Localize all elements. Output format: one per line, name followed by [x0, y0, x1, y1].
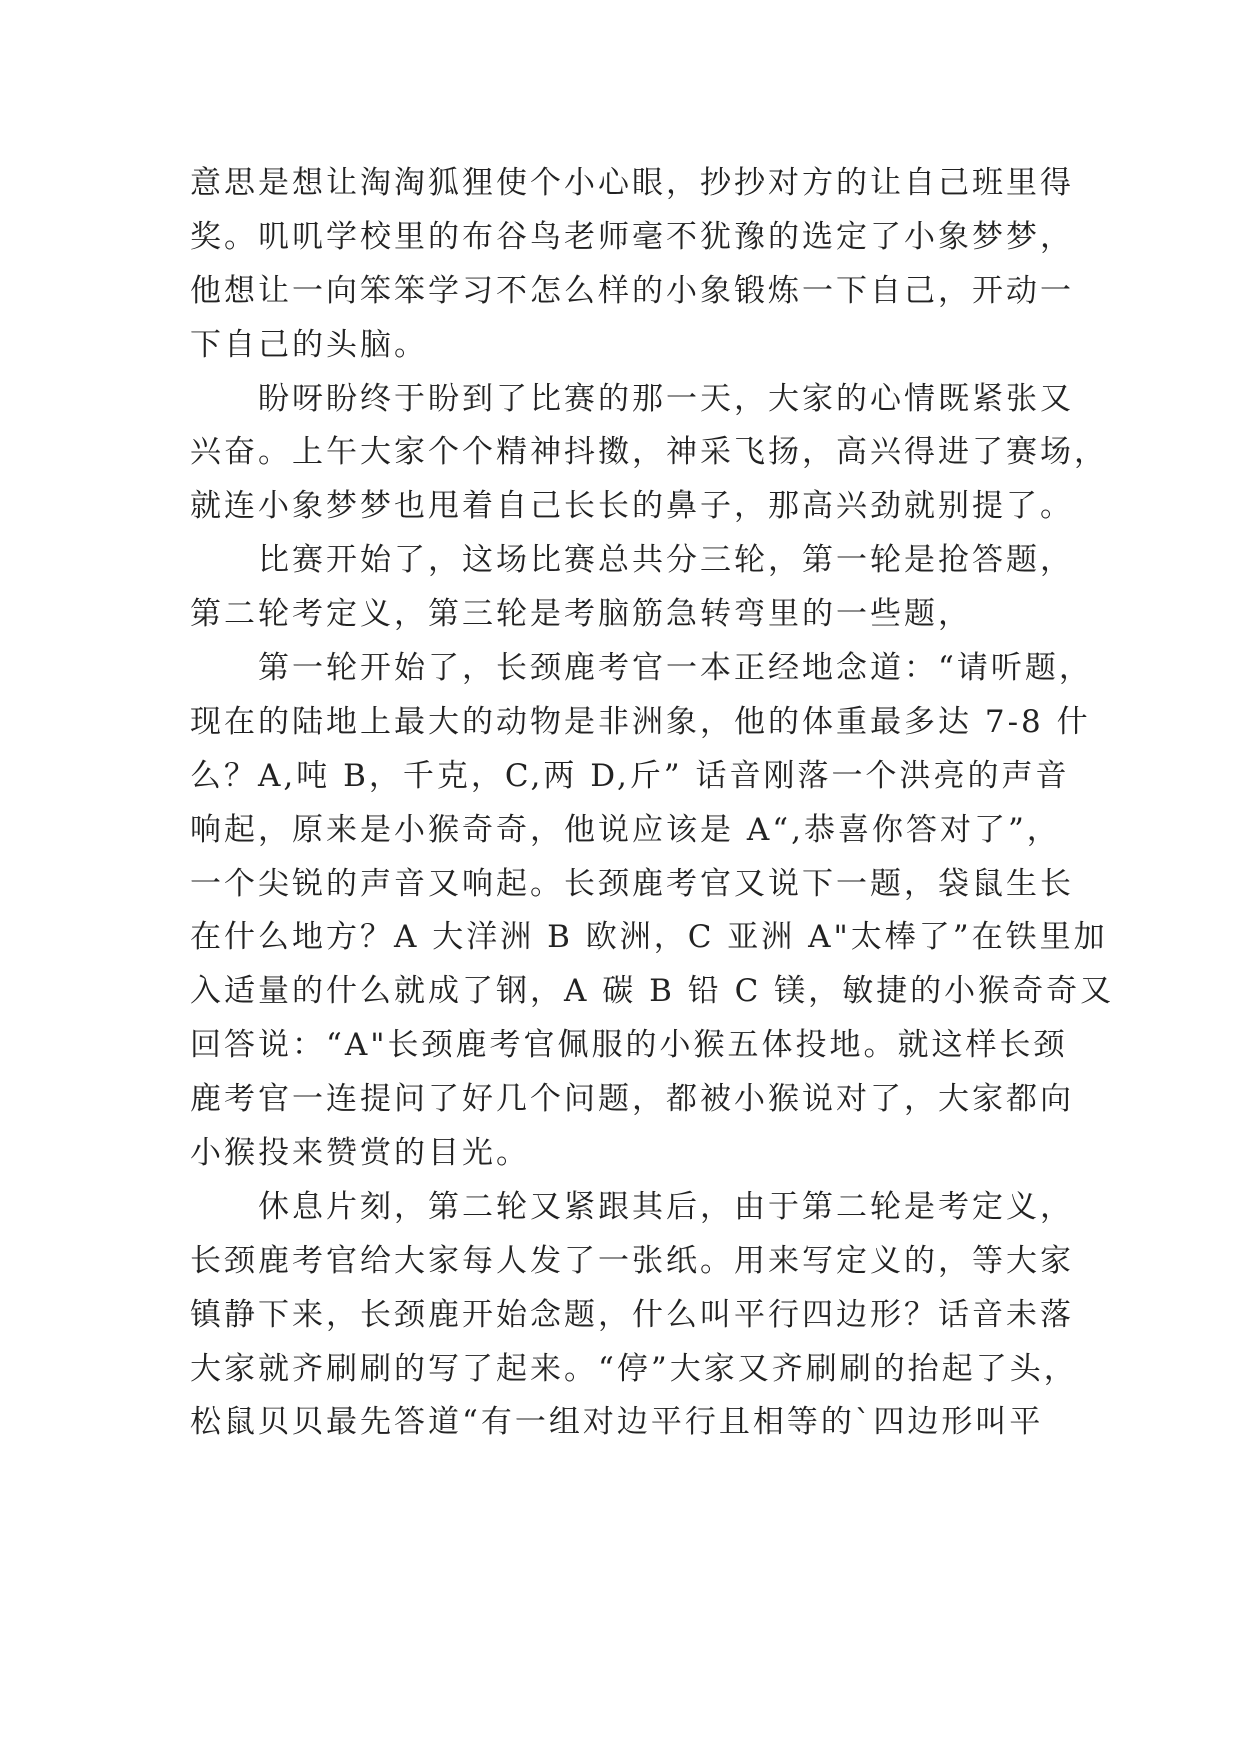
text-line: 就连小象梦梦也甩着自己长长的鼻子，那高兴劲就别提了。: [190, 488, 1074, 525]
text-line: 奖。叽叽学校里的布谷鸟老师毫不犹豫的选定了小象梦梦，: [190, 218, 1074, 255]
text-line: 大家就齐刷刷的写了起来。“停”大家又齐刷刷的抬起了头，: [190, 1350, 1078, 1387]
paragraph-first-line: 休息片刻，第二轮又紧跟其后，由于第二轮是考定义，: [258, 1188, 1074, 1225]
text-line: 回答说：“A"长颈鹿考官佩服的小猴五体投地。就这样长颈: [190, 1027, 1068, 1064]
body-text: [190, 157, 1115, 1450]
text-line: 意思是想让淘淘狐狸使个小心眼，抄抄对方的让自己班里得: [190, 165, 1074, 201]
paragraph-first-line: 比赛开始了，这场比赛总共分三轮，第一轮是抢答题，: [258, 542, 1074, 579]
text-line: 第二轮考定义，第三轮是考脑筋急转弯里的一些题，: [190, 596, 972, 633]
text-line: 镇静下来，长颈鹿开始念题，什么叫平行四边形？话音未落: [190, 1296, 1074, 1333]
text-line: 兴奋。上午大家个个精神抖擞，神采飞扬，高兴得进了赛场，: [190, 434, 1108, 471]
text-line: 松鼠贝贝最先答道“有一组对边平行且相等的`四边形叫平: [190, 1404, 1044, 1441]
text-line: 长颈鹿考官给大家每人发了一张纸。用来写定义的，等大家: [190, 1242, 1074, 1279]
text-line: 他想让一向笨笨学习不怎么样的小象锻炼一下自己，开动一: [190, 272, 1074, 309]
paragraph-first-line: 第一轮开始了，长颈鹿考官一本正经地念道：“请听题，: [258, 650, 1093, 687]
text-line: 在什么地方？A 大洋洲 B 欧洲，C 亚洲 A"太棒了”在铁里加: [190, 919, 1108, 956]
text-line: 么？A,吨 B，千克，C,两 D,斤” 话音刚落一个洪亮的声音: [190, 757, 1070, 794]
paragraph-first-line: 盼呀盼终于盼到了比赛的那一天，大家的心情既紧张又: [258, 380, 1074, 417]
text-line: 小猴投来赞赏的目光。: [190, 1135, 530, 1172]
text-line: 入适量的什么就成了钢，A 碳 B 铅 C 镁，敏捷的小猴奇奇又: [190, 973, 1115, 1010]
text-line: 一个尖锐的声音又响起。长颈鹿考官又说下一题，袋鼠生长: [190, 865, 1074, 902]
text-line: 下自己的头脑。: [190, 326, 428, 363]
text-line: 响起，原来是小猴奇奇，他说应该是 A“,恭喜你答对了”，: [190, 811, 1061, 848]
text-line: 鹿考官一连提问了好几个问题，都被小猴说对了，大家都向: [190, 1081, 1074, 1118]
text-line: 现在的陆地上最大的动物是非洲象，他的体重最多达 7-8 什: [190, 703, 1091, 740]
